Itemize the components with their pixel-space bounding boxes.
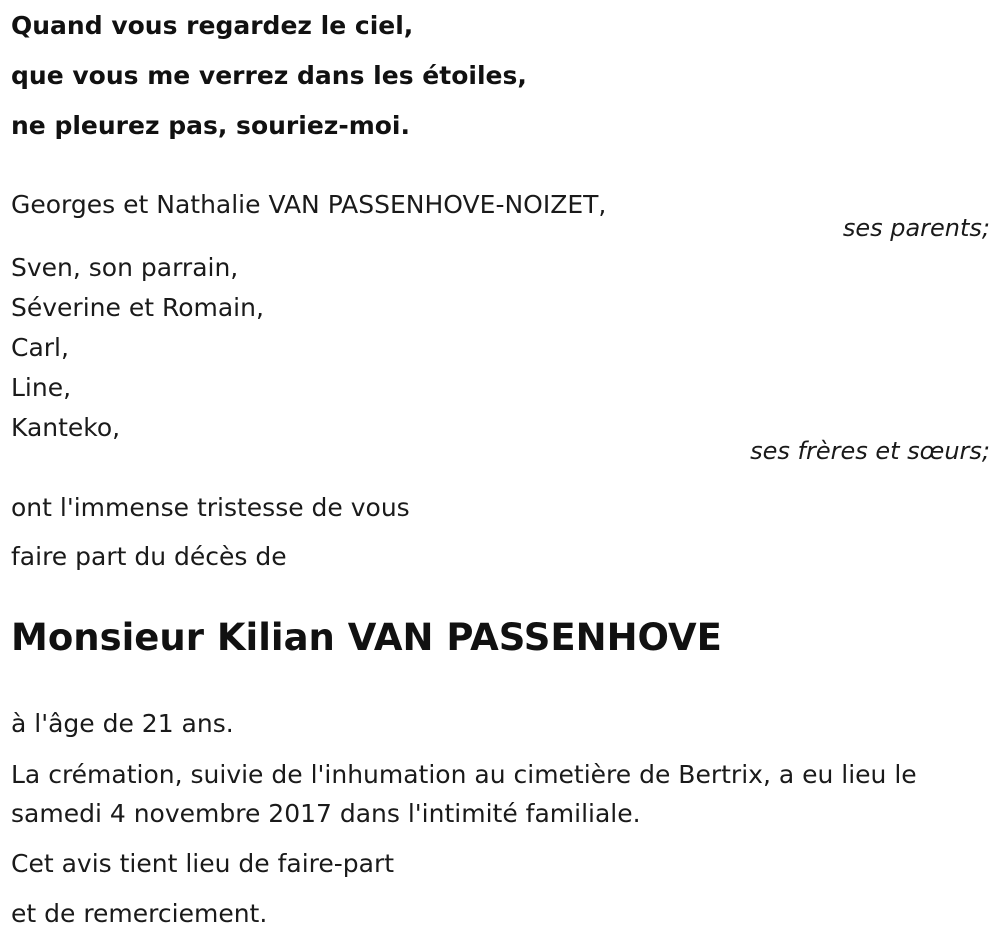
poem-line-2: que vous me verrez dans les étoiles, xyxy=(11,61,527,90)
sibling-name: Kanteko, xyxy=(11,413,121,442)
parents-role: ses parents; xyxy=(842,214,990,242)
notice-line-1: Cet avis tient lieu de faire-part xyxy=(11,849,395,878)
cremation-line-1: La crémation, suivie de l'inhumation au cimetière de Bertrix, a eu lieu le xyxy=(11,760,917,789)
announcement-line-1: ont l'immense tristesse de vous xyxy=(11,493,410,522)
parents-names: Georges et Nathalie VAN PASSENHOVE-NOIZET, xyxy=(11,190,607,219)
sibling-name: Séverine et Romain, xyxy=(11,293,264,322)
sibling-name: Carl, xyxy=(11,333,69,362)
announcement-line-2: faire part du décès de xyxy=(11,542,287,571)
sibling-name: Sven, son parrain, xyxy=(11,253,239,282)
poem-line-1: Quand vous regardez le ciel, xyxy=(11,11,414,40)
poem-line-3: ne pleurez pas, souriez-moi. xyxy=(11,111,410,140)
siblings-role: ses frères et sœurs; xyxy=(750,437,990,465)
notice-line-2: et de remerciement. xyxy=(11,899,268,928)
sibling-name: Line, xyxy=(11,373,72,402)
deceased-name: Monsieur Kilian VAN PASSENHOVE xyxy=(11,616,722,659)
cremation-line-2: samedi 4 novembre 2017 dans l'intimité familiale. xyxy=(11,799,641,828)
age-line: à l'âge de 21 ans. xyxy=(11,709,234,738)
